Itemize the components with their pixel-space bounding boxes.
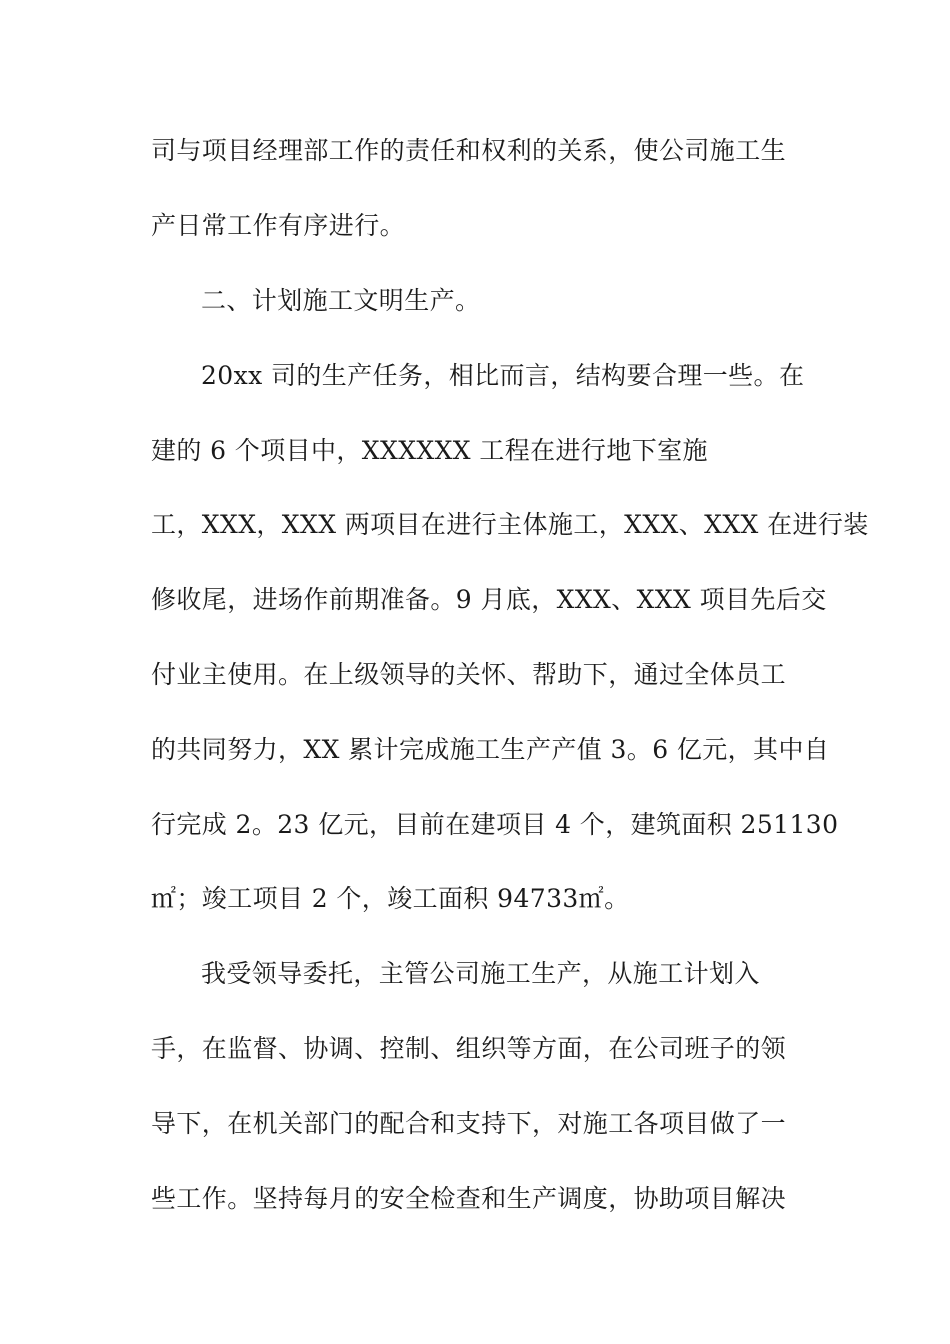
text-line: 的共同努力，XX 累计完成施工生产产值 3。6 亿元，其中自 [151,735,830,764]
text-line: 导下，在机关部门的配合和支持下，对施工各项目做了一 [151,1109,787,1138]
text-line: 工，XXX，XXX 两项目在进行主体施工，XXX、XXX 在进行装 [151,510,869,539]
text-line: 司与项目经理部工作的责任和权利的关系，使公司施工生 [151,136,787,165]
text-line: 20xx 司的生产任务，相比而言，结构要合理一些。在 [201,361,805,390]
text-line: 建的 6 个项目中，XXXXXX 工程在进行地下室施 [151,436,708,465]
text-line: 行完成 2。23 亿元，目前在建项目 4 个，建筑面积 251130 [151,810,839,839]
text-line: 我受领导委托，主管公司施工生产，从施工计划入 [201,959,760,988]
section-heading: 二、计划施工文明生产。 [201,286,481,315]
text-line: ㎡；竣工项目 2 个，竣工面积 94733㎡。 [151,884,630,913]
text-line: 产日常工作有序进行。 [151,211,406,240]
text-line: 些工作。坚持每月的安全检查和生产调度，协助项目解决 [151,1184,787,1213]
text-line: 手，在监督、协调、控制、组织等方面，在公司班子的领 [151,1034,787,1063]
text-line: 修收尾，进场作前期准备。9 月底，XXX、XXX 项目先后交 [151,585,827,614]
text-line: 付业主使用。在上级领导的关怀、帮助下，通过全体员工 [151,660,787,689]
